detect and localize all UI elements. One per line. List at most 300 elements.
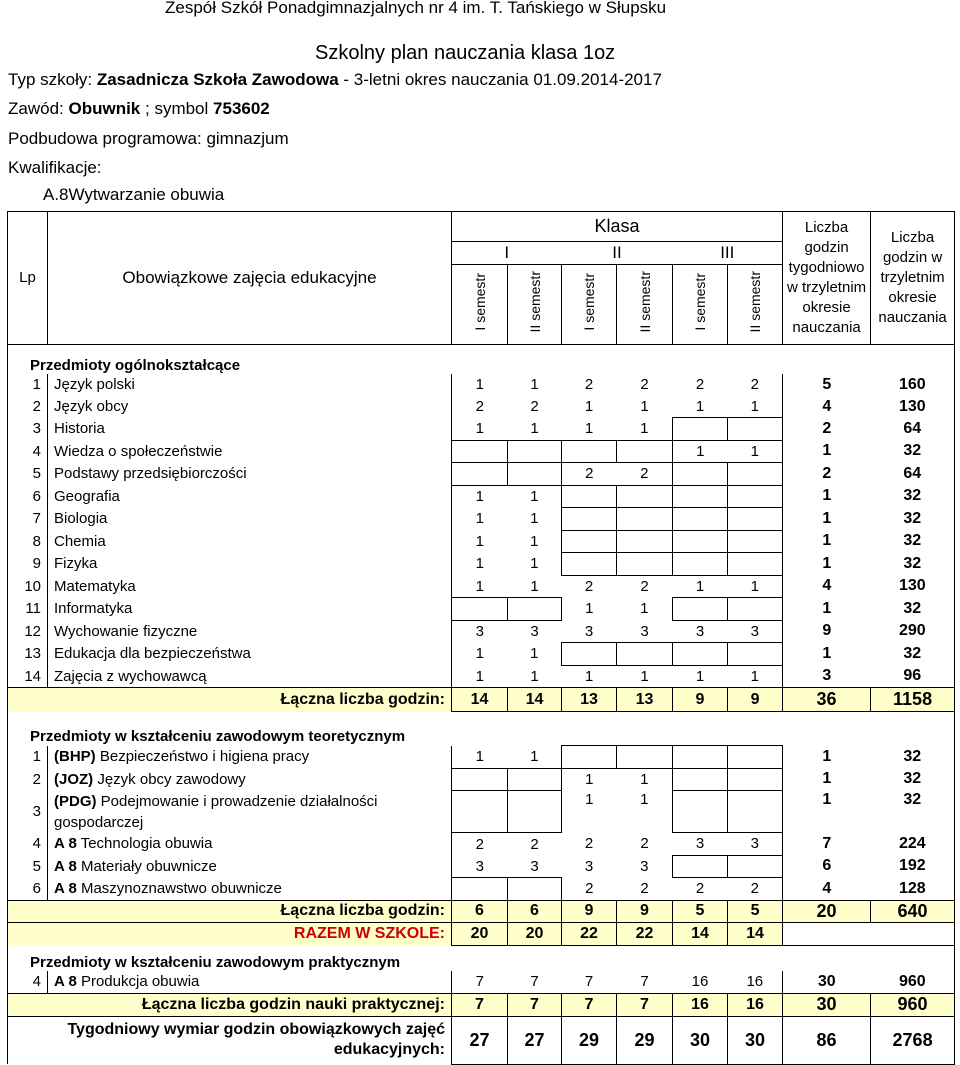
total-hours: 32	[871, 643, 955, 666]
subject-label: Materiały obuwnicze	[80, 857, 217, 875]
total-hours: 960	[871, 971, 955, 993]
semester-hours: 1	[475, 748, 484, 765]
weekly-hours: 4	[783, 878, 871, 901]
table-row	[8, 418, 955, 441]
subject-label: Historia	[54, 420, 105, 438]
subject-name	[48, 508, 452, 531]
subject-label: Biologia	[54, 510, 108, 528]
semester-hours: 3	[750, 835, 759, 853]
weekly-hours: 2	[783, 418, 871, 441]
weekly-hours: 3	[783, 665, 871, 688]
semester-hours	[728, 768, 783, 791]
subject-code: A 8	[54, 857, 77, 875]
semester-hours: 1	[530, 645, 539, 663]
weekly-hours: 1	[783, 746, 871, 769]
semester-hours: 1	[530, 577, 539, 595]
sum-weekly: 86	[783, 1016, 871, 1064]
sum-label-line1: Tygodniowy wymiar godzin obowiązkowych zajęć	[67, 1021, 445, 1039]
semester-hours: 1	[530, 420, 539, 437]
semester-hours	[728, 855, 783, 878]
sum-label: RAZEM W SZKOLE:	[8, 923, 452, 946]
sum-total: 960	[871, 993, 955, 1016]
sum-row	[8, 688, 955, 712]
profession-label: Zawód:	[8, 99, 64, 118]
semester-hours	[508, 598, 562, 621]
semester-hours	[452, 878, 508, 901]
qualifications-label: Kwalifikacje:	[8, 158, 102, 177]
semester-hours: 1	[695, 667, 705, 685]
weekly-hours: 7	[783, 833, 871, 856]
table-row	[8, 665, 955, 688]
semester-hours	[562, 485, 617, 508]
semester-hours	[452, 598, 508, 621]
table-row	[8, 463, 955, 486]
semester-hours: 1	[696, 442, 705, 460]
semester-hours	[617, 508, 673, 531]
table-row	[8, 374, 955, 396]
semester-hours: 3	[640, 857, 649, 875]
total-hours: 32	[871, 553, 955, 576]
sum-value: 7	[508, 993, 562, 1016]
sum-label: Łączna liczba godzin:	[8, 900, 452, 923]
sum-label-line2: edukacyjnych:	[333, 1041, 445, 1059]
table-row	[8, 598, 955, 621]
subject-name	[48, 485, 452, 508]
semester-header: I semestr	[452, 264, 508, 344]
semester-hours	[673, 746, 728, 769]
subject-code: (JOZ)	[54, 770, 94, 788]
semester-hours: 1	[530, 532, 539, 550]
weekly-hours: 5	[783, 374, 871, 396]
sum-value: 27	[452, 1016, 508, 1064]
table-row	[8, 396, 955, 418]
table-row	[8, 620, 955, 643]
year-header-1: I	[452, 242, 562, 265]
sum-value: 7	[452, 993, 508, 1016]
table-row	[8, 833, 955, 856]
weekly-hours: 1	[783, 485, 871, 508]
row-lp: 13	[8, 643, 48, 666]
sum-value: 6	[452, 900, 508, 923]
subject-label: Technologia obuwia	[80, 835, 213, 853]
semester-header: I semestr	[673, 264, 728, 344]
semester-hours	[508, 768, 562, 791]
semester-hours	[617, 643, 673, 666]
semester-header: II semestr	[728, 264, 783, 344]
subject-name	[48, 440, 452, 463]
semester-hours	[562, 508, 617, 531]
weekly-hours: 9	[783, 620, 871, 643]
semester-hours: 1	[584, 398, 594, 415]
semester-hours: 2	[640, 880, 649, 897]
semester-hours: 1	[475, 645, 484, 663]
sum-value: 20	[508, 923, 562, 946]
weekly-hours: 1	[783, 598, 871, 621]
semester-hours: 2	[695, 880, 705, 898]
row-lp: 1	[8, 374, 48, 396]
semester-hours	[728, 598, 783, 621]
semester-hours	[673, 530, 728, 553]
row-lp: 2	[8, 768, 48, 791]
weekly-hours: 30	[783, 971, 871, 993]
semester-hours: 2	[584, 835, 594, 853]
total-hours: 130	[871, 396, 955, 418]
weekly-hours: 6	[783, 855, 871, 878]
semester-hours	[673, 855, 728, 878]
semester-hours	[562, 530, 617, 553]
table-row	[8, 855, 955, 878]
total-hours: 32	[871, 598, 955, 621]
subject-code: (BHP)	[54, 748, 96, 766]
sum-value: 9	[617, 900, 673, 923]
table-row	[8, 791, 955, 833]
semester-hours: 1	[475, 667, 484, 685]
total-hours: 32	[871, 485, 955, 508]
table-row	[8, 643, 955, 666]
sum-value: 16	[673, 993, 728, 1016]
semester-hours: 7	[475, 973, 484, 991]
subject-name	[48, 855, 452, 878]
semester-hours	[617, 553, 673, 576]
semester-hours: 1	[640, 790, 649, 808]
row-lp: 4	[8, 440, 48, 463]
row-lp: 7	[8, 508, 48, 531]
semester-hours	[452, 768, 508, 791]
semester-hours	[562, 440, 617, 463]
semester-hours: 2	[585, 465, 594, 483]
total-hours: 32	[871, 746, 955, 769]
semester-hours	[508, 878, 562, 901]
profession-symbol: 753602	[213, 99, 270, 118]
klasa-header: Klasa	[452, 212, 783, 242]
total-hours: 160	[871, 374, 955, 396]
sum-total: 2768	[871, 1016, 955, 1064]
semester-hours	[728, 791, 783, 833]
weekly-hours: 1	[783, 508, 871, 531]
subject-name	[48, 598, 452, 621]
semester-hours: 7	[640, 973, 649, 991]
subject-label: Zajęcia z wychowawcą	[54, 667, 207, 685]
semester-hours: 1	[530, 667, 539, 685]
sum-value: 16	[728, 993, 783, 1016]
row-lp: 14	[8, 665, 48, 688]
semester-hours	[673, 418, 728, 441]
total-hours: 64	[871, 418, 955, 441]
subject-name	[48, 418, 452, 441]
semester-hours: 2	[640, 376, 649, 394]
sum-weekly: 20	[783, 900, 871, 923]
semester-hours: 1	[530, 376, 539, 394]
semester-hours: 1	[584, 420, 594, 437]
subject-name	[48, 396, 452, 418]
sum-value: 9	[562, 900, 617, 923]
empty-cell	[783, 923, 955, 946]
semester-hours	[617, 440, 673, 463]
semester-hours: 1	[475, 488, 484, 505]
semester-hours: 1	[695, 397, 705, 415]
subject-name	[48, 463, 452, 486]
subject-name	[48, 971, 452, 993]
row-lp: 4	[8, 833, 48, 856]
table-row	[8, 878, 955, 901]
semester-hours: 1	[585, 600, 594, 618]
semester-hours	[673, 485, 728, 508]
subject-label: Edukacja dla bezpieczeństwa	[54, 645, 251, 663]
subject-name	[48, 768, 452, 791]
semester-hours	[508, 791, 562, 833]
sum-value: 14	[673, 923, 728, 946]
sum-value: 20	[452, 923, 508, 946]
sum-value: 5	[728, 900, 783, 923]
semester-hours: 1	[750, 577, 759, 595]
semester-hours: 2	[584, 578, 594, 595]
table-row	[8, 440, 955, 463]
weekly-hours: 2	[783, 463, 871, 486]
sum-value: 29	[617, 1016, 673, 1064]
semester-hours: 1	[475, 555, 484, 573]
semester-hours: 3	[584, 857, 594, 875]
row-lp: 11	[8, 598, 48, 621]
semester-hours: 1	[640, 398, 649, 415]
row-lp: 3	[8, 791, 48, 833]
weekly-hours: 1	[783, 643, 871, 666]
section-title: Przedmioty ogólnokształcące	[8, 344, 955, 374]
school-total-row	[8, 923, 955, 946]
semester-header: I semestr	[562, 264, 617, 344]
subject-label: Informatyka	[54, 600, 133, 618]
semester-hours: 1	[640, 600, 649, 618]
col-lp-header: Lp	[8, 212, 48, 345]
semester-hours: 7	[530, 973, 539, 991]
subject-name	[48, 620, 452, 643]
semester-hours	[562, 553, 617, 576]
table-row	[8, 768, 955, 791]
school-type-label: Typ szkoły:	[8, 70, 93, 89]
semester-hours	[452, 791, 508, 833]
sum-value: 14	[508, 688, 562, 712]
semester-hours	[562, 746, 617, 769]
school-type-suffix: - 3-letni okres nauczania 01.09.2014-2017	[343, 70, 662, 89]
table-row	[8, 485, 955, 508]
semester-hours	[728, 553, 783, 576]
subject-code: A 8	[54, 835, 77, 853]
subject-name	[48, 643, 452, 666]
semester-hours: 1	[750, 442, 759, 460]
subject-label: Wiedza o społeczeństwie	[54, 442, 223, 460]
semester-hours	[673, 553, 728, 576]
sum-row	[8, 900, 955, 923]
row-lp: 5	[8, 463, 48, 486]
semester-hours: 3	[530, 623, 539, 640]
school-type-line	[8, 70, 662, 90]
total-hours: 290	[871, 620, 955, 643]
semester-hours: 2	[475, 835, 484, 853]
base-line: Podbudowa programowa: gimnazjum	[8, 129, 289, 148]
subject-label: Fizyka	[54, 555, 98, 573]
sum-row	[8, 993, 955, 1016]
sum-value: 30	[673, 1016, 728, 1064]
semester-hours: 1	[750, 397, 759, 415]
subject-label: Matematyka	[54, 577, 136, 595]
semester-hours: 2	[640, 578, 649, 595]
total-hours: 130	[871, 575, 955, 598]
table-row	[8, 553, 955, 576]
semester-hours: 7	[584, 973, 594, 991]
total-hours: 32	[871, 440, 955, 463]
total-hours: 32	[871, 768, 955, 791]
semester-hours: 2	[640, 465, 649, 483]
total-hours: 192	[871, 855, 955, 878]
sum-value: 13	[617, 688, 673, 712]
semester-hours: 3	[475, 857, 484, 875]
semester-hours	[728, 530, 783, 553]
year-header-2: II	[562, 242, 673, 265]
semester-hours: 1	[640, 420, 649, 437]
subject-name	[48, 746, 452, 769]
semester-hours	[728, 746, 783, 769]
sum-value: 7	[562, 993, 617, 1016]
sum-value: 5	[673, 900, 728, 923]
semester-hours: 1	[584, 667, 594, 685]
subject-code: A 8	[54, 880, 77, 897]
row-lp: 1	[8, 746, 48, 769]
subject-label: Język obcy zawodowy	[97, 770, 246, 788]
semester-hours	[673, 463, 728, 486]
row-lp: 6	[8, 878, 48, 901]
semester-header: II semestr	[617, 264, 673, 344]
row-lp: 10	[8, 575, 48, 598]
sum-value: 29	[562, 1016, 617, 1064]
subject-name	[48, 575, 452, 598]
curriculum-table	[7, 211, 955, 1065]
total-hours: 32	[871, 508, 955, 531]
semester-hours	[728, 508, 783, 531]
semester-hours	[508, 440, 562, 463]
weekly-hours: 1	[783, 530, 871, 553]
semester-hours: 1	[530, 748, 539, 765]
subject-code: A 8	[54, 973, 77, 991]
section-title: Przedmioty w kształceniu zawodowym praktycznym	[8, 945, 955, 971]
semester-hours: 1	[750, 667, 759, 685]
subject-name	[48, 878, 452, 901]
weekly-hours: 4	[783, 575, 871, 598]
row-lp: 12	[8, 620, 48, 643]
semester-hours: 2	[750, 376, 759, 394]
semester-hours: 1	[640, 771, 649, 788]
row-lp: 5	[8, 855, 48, 878]
weekly-hours: 1	[783, 440, 871, 463]
subject-label: Bezpieczeństwo i higiena pracy	[99, 748, 310, 766]
total-hours: 128	[871, 878, 955, 901]
table-row	[8, 971, 955, 993]
semester-hours: 1	[530, 555, 539, 573]
subject-name	[48, 530, 452, 553]
semester-hours: 1	[530, 510, 539, 528]
subject-label-cont: gospodarczej	[54, 813, 144, 831]
semester-hours: 3	[584, 622, 594, 640]
semester-hours	[673, 598, 728, 621]
weekly-hours: 4	[783, 396, 871, 418]
profession-value: Obuwnik	[68, 99, 141, 118]
total-hours: 64	[871, 463, 955, 486]
sum-label	[8, 1016, 452, 1064]
school-type-value: Zasadnicza Szkoła Zawodowa	[96, 70, 339, 89]
semester-hours: 2	[475, 398, 484, 415]
semester-hours: 2	[750, 880, 759, 898]
sum-total: 640	[871, 900, 955, 923]
semester-hours: 1	[475, 510, 484, 528]
sum-total: 1158	[871, 688, 955, 712]
sum-value: 9	[673, 688, 728, 712]
semester-hours: 1	[530, 488, 539, 505]
grand-total-row	[8, 1016, 955, 1064]
subject-name	[48, 553, 452, 576]
table-row	[8, 746, 955, 769]
subject-label: Maszynoznawstwo obuwnicze	[80, 880, 282, 897]
semester-hours: 2	[530, 835, 539, 853]
subject-label: Podejmowanie i prowadzenie działalności	[100, 792, 378, 810]
subject-name	[48, 833, 452, 856]
section-title: Przedmioty w kształceniu zawodowym teoretycznym	[8, 712, 955, 746]
profession-symbol-label: ; symbol	[145, 99, 209, 118]
semester-hours: 1	[695, 577, 705, 595]
sum-value: 27	[508, 1016, 562, 1064]
semester-hours	[617, 746, 673, 769]
semester-hours: 1	[475, 376, 484, 394]
subject-label: Język polski	[54, 376, 135, 394]
semester-hours	[562, 643, 617, 666]
row-lp: 9	[8, 553, 48, 576]
subject-label: Chemia	[54, 532, 106, 550]
semester-hours	[673, 508, 728, 531]
semester-hours: 3	[750, 622, 759, 640]
sum-label: Łączna liczba godzin nauki praktycznej:	[8, 993, 452, 1016]
semester-hours: 2	[584, 376, 594, 394]
table-row	[8, 530, 955, 553]
semester-hours	[617, 530, 673, 553]
semester-hours	[728, 418, 783, 441]
semester-hours: 1	[585, 771, 594, 788]
sum-label: Łączna liczba godzin:	[8, 688, 452, 712]
semester-hours: 1	[475, 420, 484, 437]
row-lp: 8	[8, 530, 48, 553]
semester-hours: 1	[640, 667, 649, 685]
subject-label: Wychowanie fizyczne	[54, 622, 198, 640]
row-lp: 3	[8, 418, 48, 441]
year-header-3: III	[673, 242, 783, 265]
sum-value: 22	[562, 923, 617, 946]
semester-hours	[728, 463, 783, 486]
subject-name	[48, 665, 452, 688]
total-hours: 32	[871, 791, 955, 833]
semester-hours: 1	[585, 790, 594, 808]
subject-label: Produkcja obuwia	[80, 973, 200, 991]
sum-value: 30	[728, 1016, 783, 1064]
semester-hours	[452, 440, 508, 463]
total-hours-header: Liczba godzin w trzyletnim okresie nauczania	[871, 212, 955, 345]
semester-hours	[673, 643, 728, 666]
table-row	[8, 575, 955, 598]
table-row	[8, 508, 955, 531]
subject-label: Geografia	[54, 487, 120, 505]
semester-hours	[673, 791, 728, 833]
total-hours: 32	[871, 530, 955, 553]
semester-hours: 16	[746, 973, 764, 991]
semester-hours: 3	[475, 623, 484, 640]
semester-hours: 2	[530, 398, 539, 415]
total-hours: 224	[871, 833, 955, 856]
sum-value: 7	[617, 993, 673, 1016]
